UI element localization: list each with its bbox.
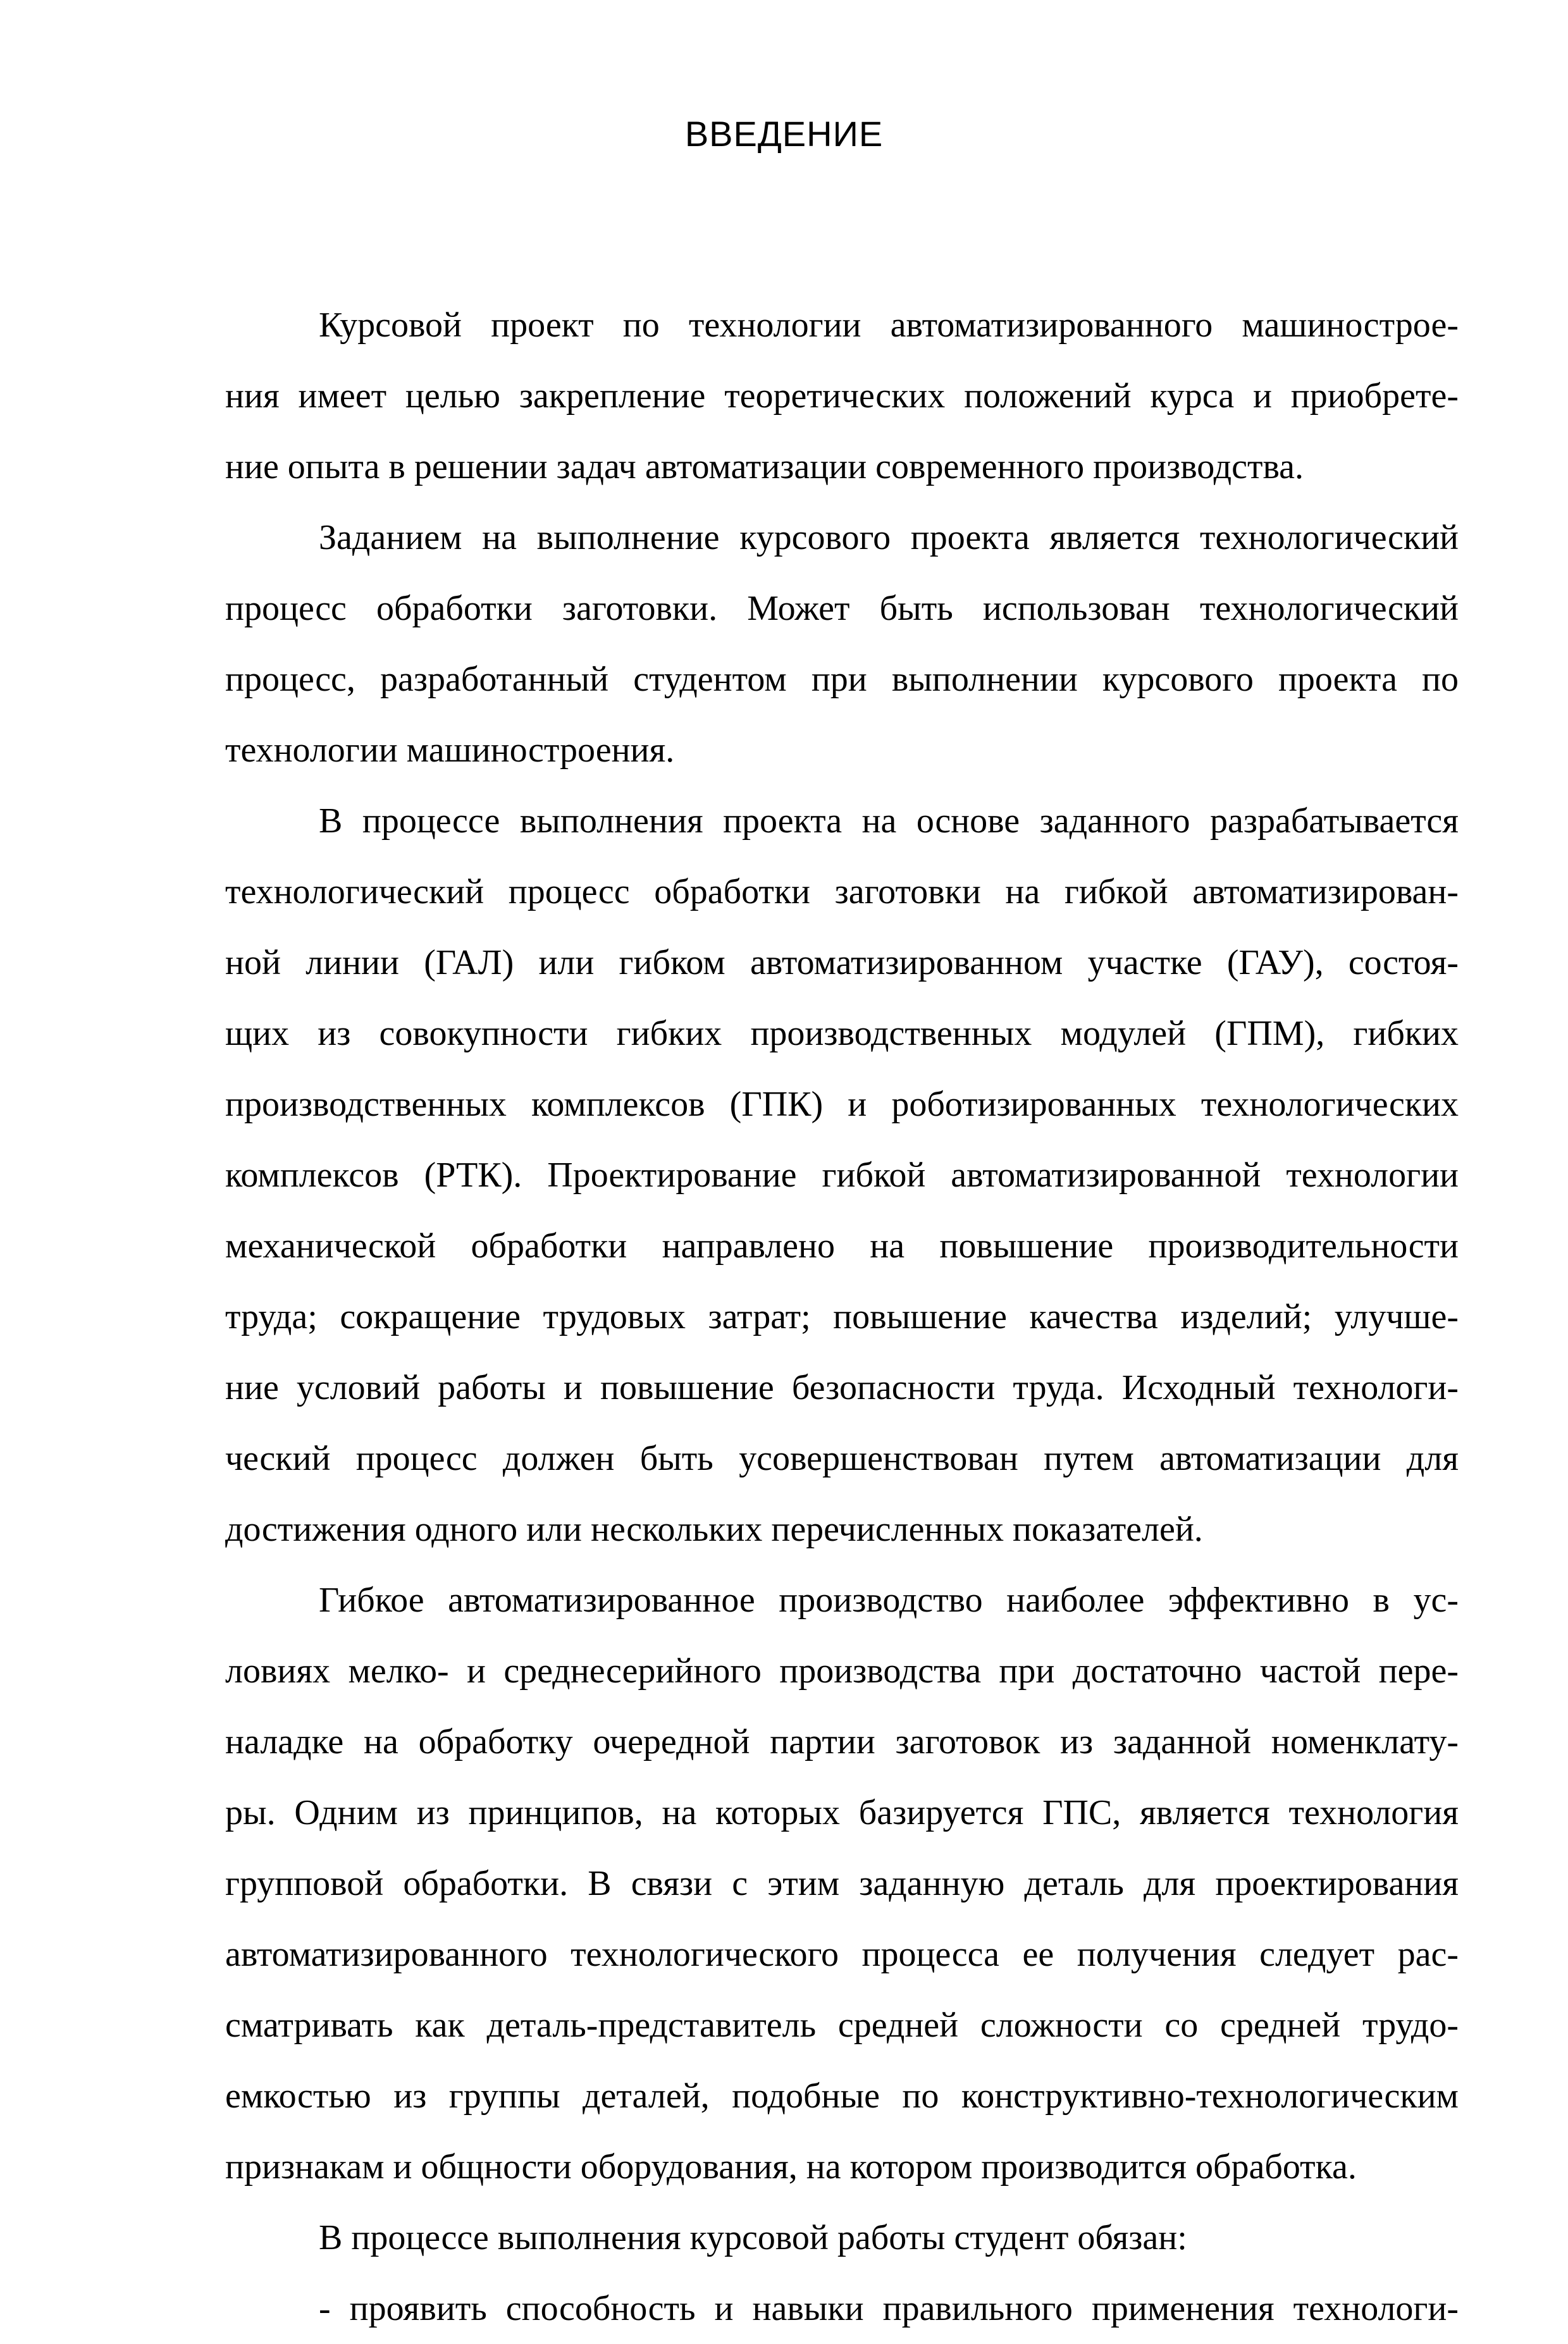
text-line: ной линии (ГАЛ) или гибком автоматизированном участке (ГАУ), состоя-	[225, 943, 1459, 982]
text-line: труда; сокращение трудовых затрат; повышение качества изделий; улучше-	[225, 1297, 1459, 1336]
text-line: емкостью из группы деталей, подобные по конструктивно-технологическим	[225, 2076, 1459, 2116]
body-text	[225, 290, 1459, 2344]
text-line: комплексов (РТК). Проектирование гибкой автоматизированной технологии	[225, 1156, 1459, 1195]
text-line: производственных комплексов (ГПК) и роботизированных технологических	[225, 1085, 1459, 1124]
text-line: ры. Одним из принципов, на которых базируется ГПС, является технология	[225, 1793, 1459, 1832]
text-line: Курсовой проект по технологии автоматизированного машинострое-	[319, 305, 1459, 345]
text-line: ние условий работы и повышение безопасности труда. Исходный технологи-	[225, 1368, 1459, 1407]
text-line: ловиях мелко- и среднесерийного производства при достаточно частой пере-	[225, 1651, 1459, 1691]
text-line: наладке на обработку очередной партии заготовок из заданной номенклату-	[225, 1722, 1459, 1761]
text-line: ческий процесс должен быть усовершенствован путем автоматизации для	[225, 1439, 1459, 1478]
text-line: достижения одного или нескольких перечисленных показателей.	[225, 1510, 1203, 1549]
text-line: щих из совокупности гибких производственных модулей (ГПМ), гибких	[225, 1014, 1459, 1053]
text-line: технологии машиностроения.	[225, 731, 675, 770]
text-line: ния имеет целью закрепление теоретических положений курса и приобрете-	[225, 376, 1459, 416]
text-line: Гибкое автоматизированное производство наиболее эффективно в ус-	[319, 1581, 1459, 1620]
text-line: автоматизированного технологического процесса ее получения следует рас-	[225, 1935, 1459, 1974]
text-line: технологический процесс обработки заготовки на гибкой автоматизирован-	[225, 872, 1459, 911]
text-line: процесс, разработанный студентом при выполнении курсового проекта по	[225, 660, 1459, 699]
page-title: ВВЕДЕНИЕ	[684, 114, 884, 154]
text-line: процесс обработки заготовки. Может быть использован технологический	[225, 589, 1459, 628]
text-line: признакам и общности оборудования, на котором производится обработка.	[225, 2147, 1357, 2187]
text-line: ние опыта в решении задач автоматизации современного производства.	[225, 447, 1304, 486]
text-line: групповой обработки. В связи с этим заданную деталь для проектирования	[225, 1864, 1459, 1903]
text-line: - проявить способность и навыки правильного применения технологи-	[319, 2289, 1459, 2328]
text-line: Заданием на выполнение курсового проекта является технологический	[319, 518, 1459, 557]
text-line: сматривать как деталь-представитель средней сложности со средней трудо-	[225, 2006, 1459, 2045]
text-line: В процессе выполнения курсовой работы студент обязан:	[319, 2218, 1187, 2257]
text-line: В процессе выполнения проекта на основе заданного разрабатывается	[319, 801, 1459, 841]
text-line: механической обработки направлено на повышение производительности	[225, 1226, 1459, 1266]
